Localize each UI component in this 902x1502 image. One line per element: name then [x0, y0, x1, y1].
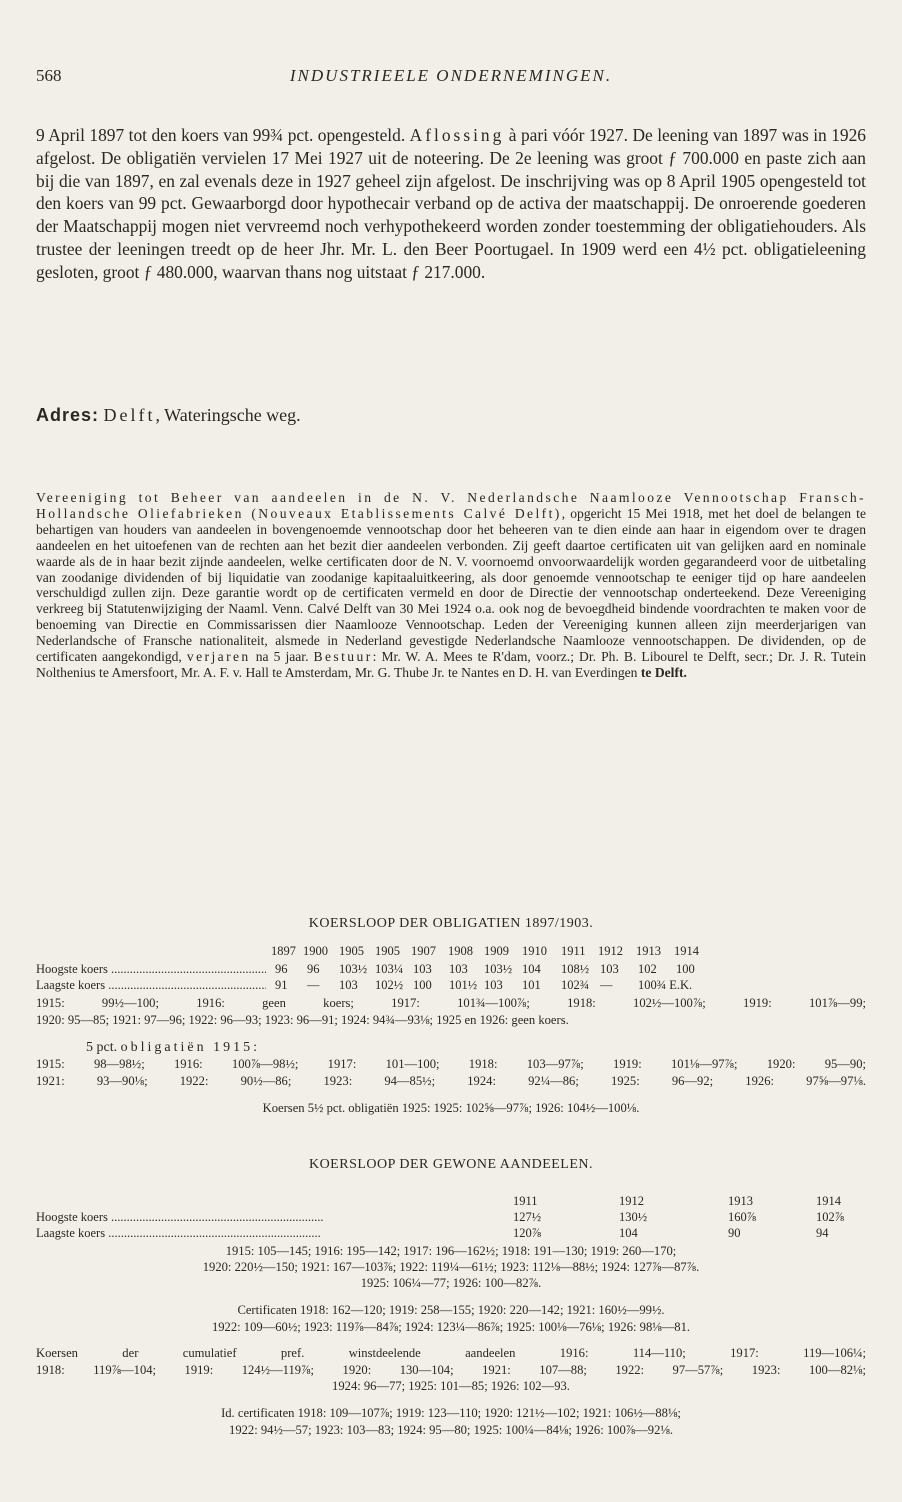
year-cell: 1897	[271, 944, 296, 958]
obligaties-heading: KOERSLOOP DER OBLIGATIEN 1897/1903.	[308, 916, 594, 931]
sub-heading-post: :	[253, 1040, 257, 1055]
price-line: 1920: 95—85; 1921: 97—96; 1922: 96—93; 1923: 96—91; 1924: 94¾—93⅛; 1925 en 1926: geen koers.	[36, 1013, 569, 1027]
row-label: Laagste koers .....	[36, 978, 266, 993]
table-cell: 100	[676, 962, 695, 976]
year-cell: 1914	[674, 944, 699, 958]
sub-heading-pre: 5 pct.	[86, 1040, 121, 1055]
year-cell: 1905	[339, 944, 364, 958]
page-header	[36, 66, 866, 90]
table-cell: 90	[728, 1226, 741, 1240]
year-cell: 1910	[522, 944, 547, 958]
table-cell: 91	[275, 978, 288, 992]
cumulatief-line: 1924: 96—77; 1925: 101—85; 1926: 102—93.	[332, 1379, 570, 1393]
table-cell: 127½	[513, 1210, 542, 1224]
year-cell: 1912	[619, 1194, 644, 1208]
spaced-term: Aflossing	[409, 125, 505, 145]
address-line	[36, 405, 301, 426]
year-cell: 1911	[513, 1194, 538, 1208]
text-run: 9 April 1897 tot den koers van 99¾ pct. opengesteld.	[36, 125, 410, 145]
table-cell: 103	[339, 978, 358, 992]
vereeniging-paragraph	[36, 490, 866, 681]
table-cell: 160⅞	[728, 1210, 757, 1224]
row-label: Laagste koers .....	[36, 1226, 476, 1241]
aandeelen-heading: KOERSLOOP DER GEWONE AANDEELEN.	[308, 1157, 594, 1172]
certificaten-line: Certificaten 1918: 162—120; 1919: 258—155; 1920: 220—142; 1921: 160½—99½.	[237, 1303, 665, 1317]
year-cell: 1913	[636, 944, 661, 958]
price-line: 1915: 99½—100; 1916: geen koers; 1917: 101¾—100⅞; 1918: 102½—100⅞; 1919: 101⅞—99;	[36, 996, 866, 1010]
price-line: 1915: 98—98½; 1916: 100⅞—98½; 1917: 101—100; 1918: 103—97⅞; 1919: 101⅛—97⅞; 1920: 95—90;	[36, 1057, 866, 1071]
year-cell: 1913	[728, 1194, 753, 1208]
table-cell: 104	[522, 962, 541, 976]
year-cell: 1914	[816, 1194, 841, 1208]
table-cell: —	[307, 978, 320, 992]
table-row	[36, 1226, 866, 1242]
year-cell: 1911	[561, 944, 586, 958]
table-cell: 103½	[484, 962, 513, 976]
address-street: , Wateringsche weg.	[155, 405, 301, 425]
koersen-line: Koersen 5½ pct. obligatiën 1925: 1925: 102⅝—97⅞; 1926: 104½—100⅛.	[262, 1101, 640, 1115]
text-run: na 5 jaar.	[250, 649, 314, 665]
year-cell: 1912	[598, 944, 623, 958]
price-line: 1925: 106¼—77; 1926: 100—82⅞.	[360, 1276, 542, 1290]
obligation-paragraph	[36, 124, 866, 284]
spaced-term: Bestuur	[313, 649, 373, 665]
page-number: 568	[36, 66, 62, 85]
table-row	[36, 1210, 866, 1226]
table-row	[36, 962, 866, 978]
table-cell: —	[600, 978, 613, 992]
price-line: 1921: 93—90⅛; 1922: 90½—86; 1923: 94—85½; 1924: 92¼—86; 1925: 96—92; 1926: 97⅝—97⅛.	[36, 1074, 866, 1088]
table-cell: 96	[275, 962, 288, 976]
row-label: Hoogste koers .....	[36, 962, 266, 977]
text-run: à pari vóór 1927. De leening van 1897 was in 1926 afgelost. De obligatiën vervielen 17 Mei 1927 uit de noteering. De 2e leening was groot ƒ 700.000 en paste zich aan bij die van 1897, en zal evenals deze in 1927 geheel zijn afgelost. De inschrijving was op 8 April 1905 opengesteld tot den koers van 99 pct. Gewaarborgd door hypothecair verband op de activa der maatschappij. De onroerende goederen der Maatschappij mogen niet vervreemd noch verhypothekeerd worden zonder toestemming der obligatiehouders. Als trustee der leeningen treedt op de heer Jhr. Mr. L. den Beer Poortugael. In 1909 werd een 4½ pct. obligatieleening gesloten, groot ƒ 480.000, waarvan thans nog uitstaat ƒ 217.000.	[36, 125, 867, 282]
table-cell: 103¼	[375, 962, 404, 976]
text-run-bold: te Delft.	[640, 664, 687, 680]
address-label: Adres:	[36, 405, 100, 425]
year-cell: 1909	[484, 944, 509, 958]
spaced-term: Vereeniging tot Beheer van aandeelen in de N. V. Nederlandsche Naamlooze Vennootschap Fransch-Hollandsche Oliefabrieken (Nouveaux Etablissements Calvé Delft)	[36, 490, 866, 521]
table-cell: 102	[638, 962, 657, 976]
table-cell: 96	[307, 962, 320, 976]
address-city: Delft	[103, 405, 156, 425]
table-cell: 103	[449, 962, 468, 976]
sub-heading	[86, 1040, 866, 1056]
table-cell: 120⅞	[513, 1226, 542, 1240]
table-cell: 100	[413, 978, 432, 992]
table-cell: 108½	[561, 962, 590, 976]
table-cell: 130½	[619, 1210, 648, 1224]
cumulatief-line: Koersen der cumulatief pref. winstdeelende aandeelen 1916: 114—110; 1917: 119—106¼;	[36, 1346, 866, 1360]
year-cell: 1908	[448, 944, 473, 958]
table-cell: 102⅞	[816, 1210, 845, 1224]
year-cell: 1907	[411, 944, 436, 958]
year-cell: 1900	[303, 944, 328, 958]
table-row	[36, 978, 866, 994]
table-cell: 103½	[339, 962, 368, 976]
text-run: : Mr. W. A. Mees te R'dam, voorz.; Dr. Ph. B. Libourel te Delft, secr.; Dr. J. R. Tutein Nolthenius te Amersfoort, Mr. A. F. v. Hall te Amsterdam, Mr. G. Thube Jr. te Nantes en D. H. van Everdingen	[36, 649, 866, 680]
table-cell: 101	[522, 978, 541, 992]
id-certificaten-line: Id. certificaten 1918: 109—107⅞; 1919: 123—110; 1920: 121½—102; 1921: 106½—88⅛;	[221, 1406, 681, 1420]
price-line: 1920: 220½—150; 1921: 167—103⅞; 1922: 119¼—61½; 1923: 112⅛—88½; 1924: 127⅞—87⅞.	[202, 1260, 700, 1274]
table-cell: 101½	[449, 978, 478, 992]
text-run: , opgericht 15 Mei 1918, met het doel de belangen te behartigen van houders van aandeelen in bovengenoemde vennootschap door het beheeren van te dien einde aan haar in eigendom over te dragen aandeelen en het uitoefenen van de rechten aan het bezit dier aandeelen verbonden. Zij geeft daartoe certificaten uit van gelijken aard en nominale waarde als de in haar bezit zijnde aandeelen, welke certificaten door de N. V. voornoemd onvoorwaardelijk worden gegarandeerd voor de uitbetaling van zoodanige dividenden of bij liquidatie van zoodanige kapitaaluitkeering, als door genoemde vennootschap te eeniger tijd op hare aandeelen verschuldigd zullen zijn. Deze garantie wordt op de certificaten vermeld en door de Directie der vennootschap onderteekend. Deze Vereeniging verkreeg bij Statutenwijziging der Naaml. Venn. Calvé Delft van 30 Mei 1924 o.a. ook nog de bevoegdheid bindende voordrachten te maken voor de benoeming van Directie en Commissarissen dier Naamlooze Vennootschap. Leden der Vereeniging kunnen alleen zijn meerderjarigen van Nederlandsche of Fransche nationaliteit, alsmede in Nederland gevestigde Nederlandsche Naamlooze vennootschappen. De dividenden, op de certificaten aangekondigd,	[36, 505, 866, 665]
table-cell: 102½	[375, 978, 404, 992]
sub-heading-title: obligatiën 1915	[120, 1040, 254, 1055]
spaced-term: verjaren	[186, 649, 251, 665]
table-cell: 100¾ E.K.	[638, 978, 693, 992]
table-cell: 94	[816, 1226, 829, 1240]
certificaten-line: 1922: 109—60½; 1923: 119⅞—84⅞; 1924: 123¼—86⅞; 1925: 100⅛—76⅛; 1926: 98⅛—81.	[211, 1320, 691, 1334]
id-certificaten-line: 1922: 94½—57; 1923: 103—83; 1924: 95—80; 1925: 100¼—84⅛; 1926: 100⅞—92⅛.	[229, 1423, 673, 1437]
table-cell: 103	[484, 978, 503, 992]
row-label: Hoogste koers .....	[36, 1210, 476, 1225]
cumulatief-line: 1918: 119⅞—104; 1919: 124½—119⅞; 1920: 130—104; 1921: 107—88; 1922: 97—57⅞; 1923: 100—82⅛;	[36, 1363, 866, 1377]
table-cell: 102¾	[561, 978, 590, 992]
year-cell: 1905	[375, 944, 400, 958]
table-cell: 103	[600, 962, 619, 976]
running-title: INDUSTRIEELE ONDERNEMINGEN.	[289, 66, 613, 85]
table-cell: 103	[413, 962, 432, 976]
price-line: 1915: 105—145; 1916: 195—142; 1917: 196—162½; 1918: 191—130; 1919: 260—170;	[225, 1244, 677, 1258]
table-cell: 104	[619, 1226, 638, 1240]
